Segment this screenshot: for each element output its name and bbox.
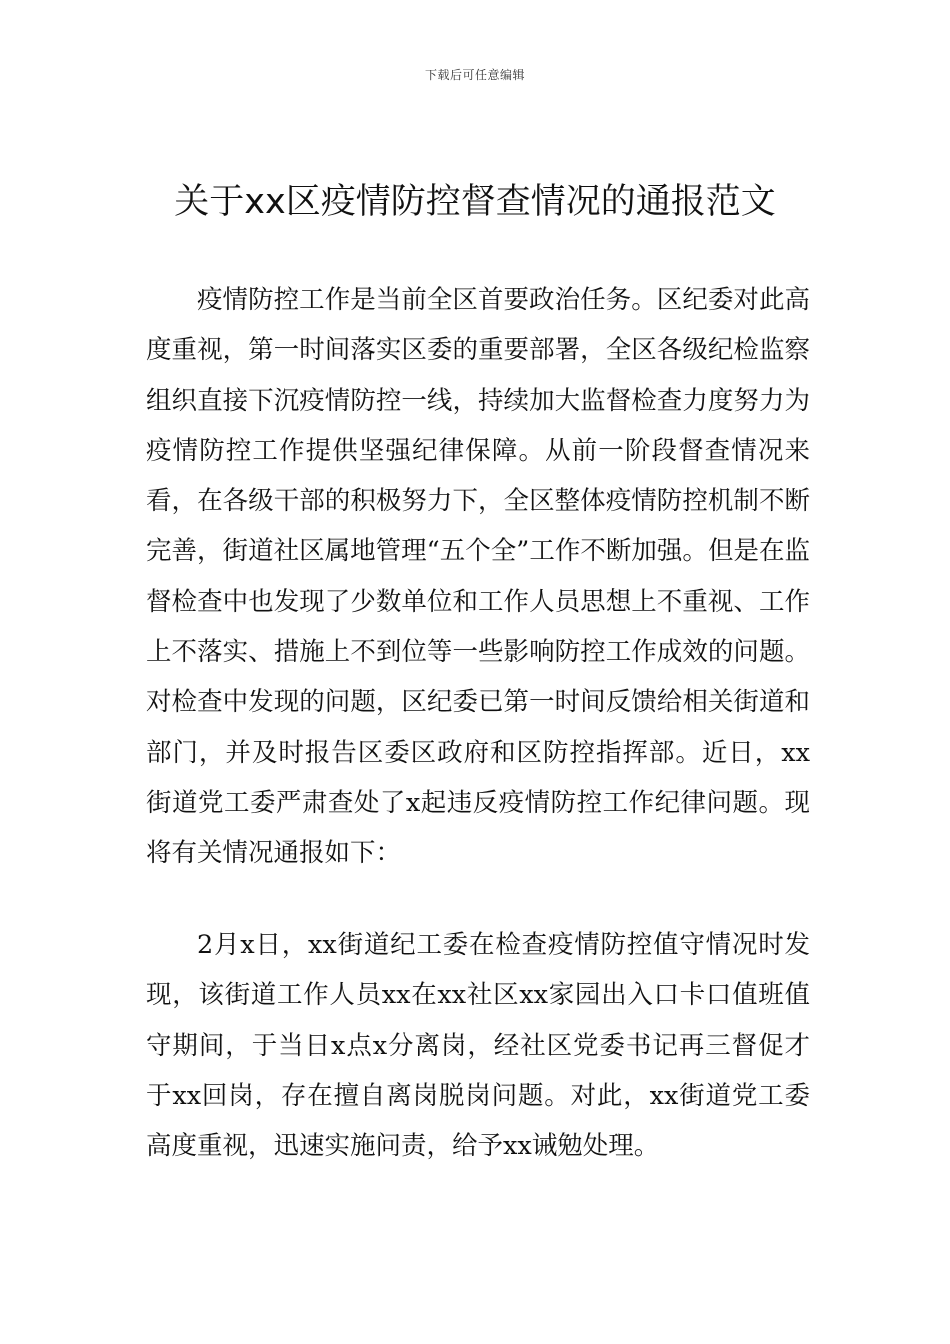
body-paragraph-2: 2月x日，xx街道纪工委在检查疫情防控值守情况时发现，该街道工作人员xx在xx社区xx家园出入口卡口值班值守期间，于当日x点x分离岗，经社区党委书记再三督促才于xx回岗，存在擅自离岗脱岗问题。对此，xx街道党工委高度重视，迅速实施问责，给予xx诫勉处理。 xyxy=(146,930,810,1162)
document-title: 关于xx区疫情防控督查情况的通报范文 xyxy=(174,182,776,222)
header-note: 下载后可任意编辑 xyxy=(424,68,525,82)
body-paragraph-1: 疫情防控工作是当前全区首要政治任务。区纪委对此高度重视，第一时间落实区委的重要部署，全区各级纪检监察组织直接下沉疫情防控一线，持续加大监督检查力度努力为疫情防控工作提供坚强纪律保障。从前一阶段督查情况来看，在各级干部的积极努力下，全区整体疫情防控机制不断完善，街道社区属地管理“五个全”工作不断加强。但是在监督检查中也发现了少数单位和工作人员思想上不重视、工作上不落实、措施上不到位等一些影响防控工作成效的问题。对检查中发现的问题，区纪委已第一时间反馈给相关街道和部门，并及时报告区委区政府和区防控指挥部。近日，xx街道党工委严肃查处了x起违反疫情防控工作纪律问题。现将有关情况通报如下： xyxy=(146,285,810,869)
